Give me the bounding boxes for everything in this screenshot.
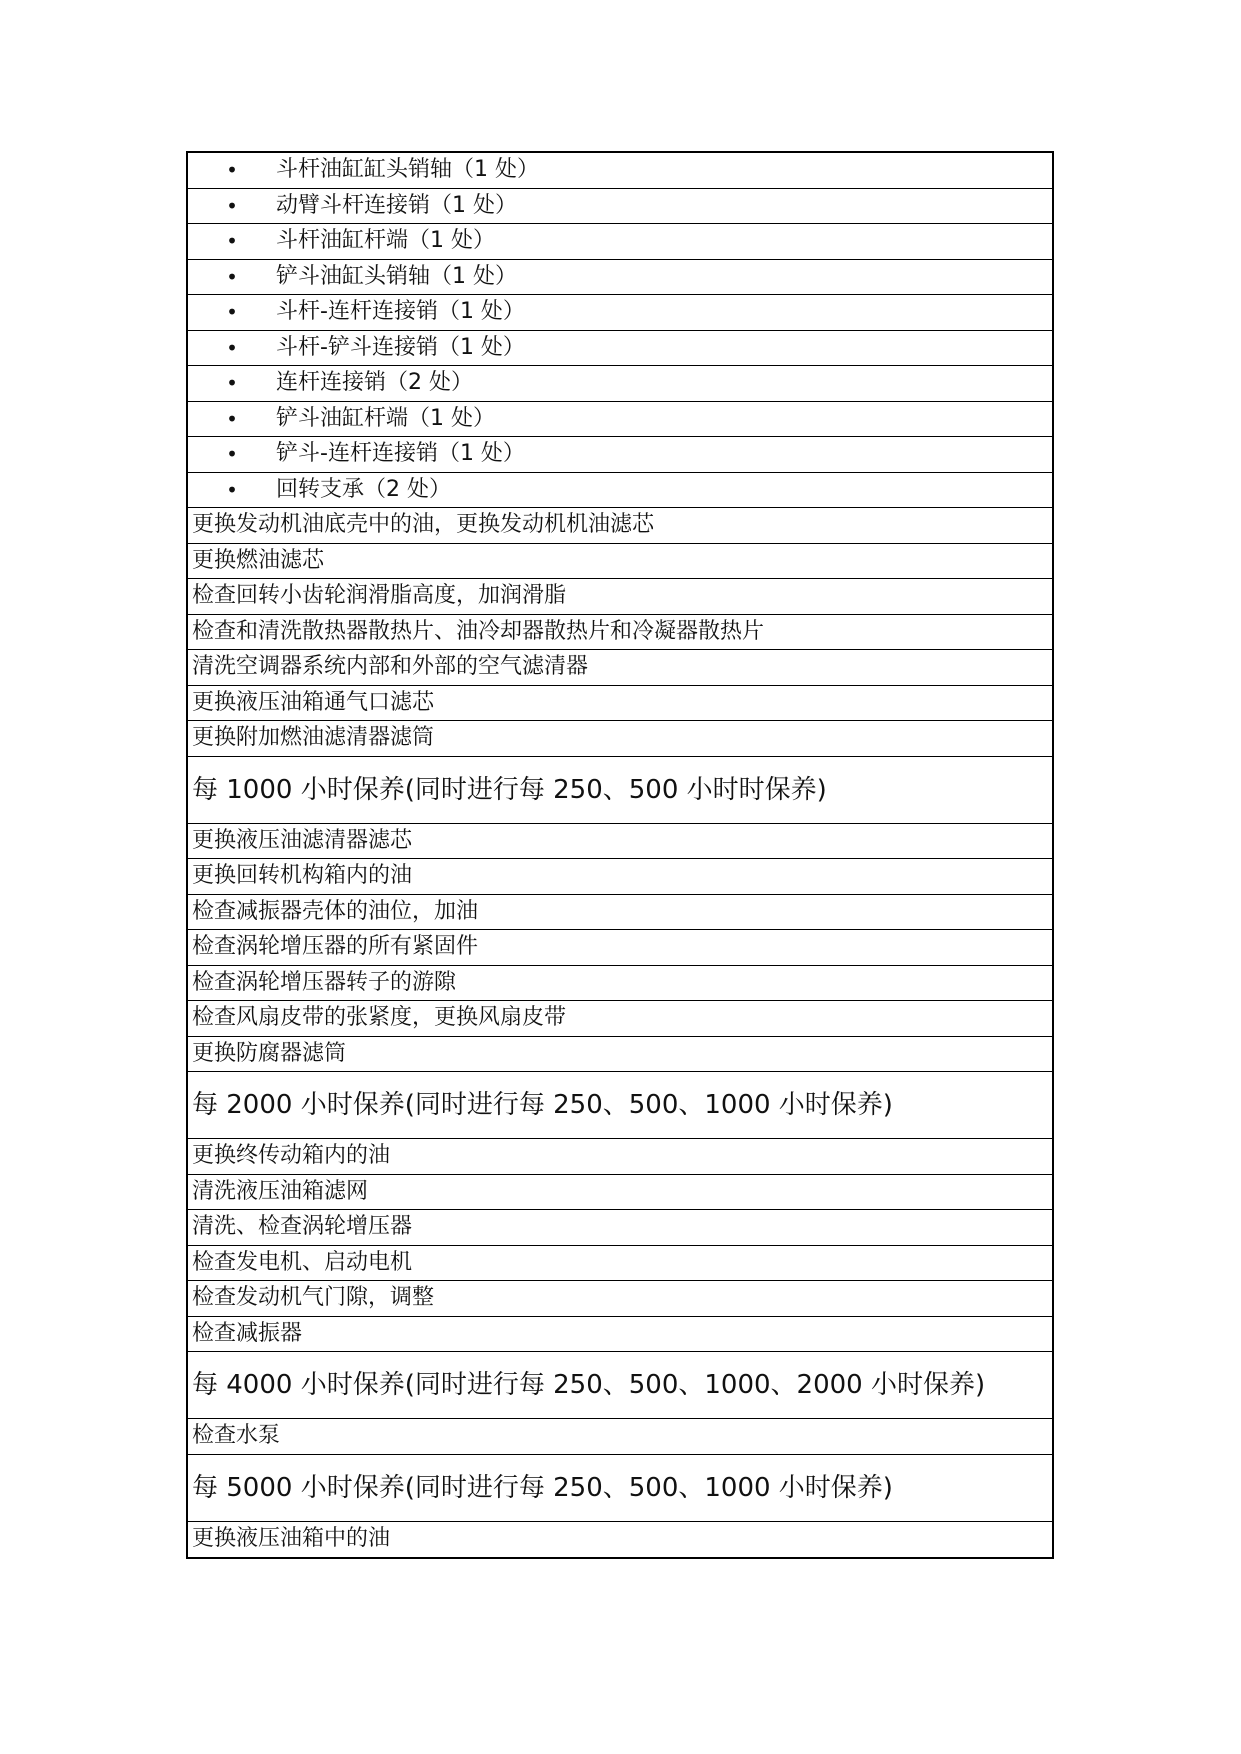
task-row [188, 824, 1052, 860]
maintenance-table [186, 151, 1054, 1559]
bullet-dot: • [226, 229, 238, 254]
bullet-text: 回转支承（2 处） [276, 476, 451, 502]
bullet-dot: • [226, 300, 238, 325]
task-row [188, 1001, 1052, 1037]
task-text: 检查和清洗散热器散热片、油冷却器散热片和冷凝器散热片 [192, 618, 765, 644]
task-row [188, 966, 1052, 1002]
task-row [188, 1210, 1052, 1246]
bullet-row [188, 402, 1052, 438]
bullet-dot: • [226, 406, 238, 431]
task-text: 更换液压油滤清器滤芯 [192, 827, 413, 853]
task-text: 更换液压油箱通气口滤芯 [192, 689, 435, 715]
bullet-row [188, 260, 1052, 296]
bullet-text: 斗杆-铲斗连接销（1 处） [276, 334, 525, 360]
task-text: 更换发动机油底壳中的油，更换发动机机油滤芯 [192, 512, 655, 538]
bullet-text: 铲斗油缸头销轴（1 处） [276, 263, 517, 289]
section-header-text: 每 5000 小时保养(同时进行每 250、500、1000 小时保养) [192, 1472, 893, 1503]
task-row [188, 930, 1052, 966]
task-text: 更换防腐器滤筒 [192, 1040, 347, 1066]
bullet-row [188, 189, 1052, 225]
task-row [188, 1281, 1052, 1317]
task-row [188, 1037, 1052, 1073]
bullet-dot: • [226, 477, 238, 502]
task-row [188, 579, 1052, 615]
bullet-text: 铲斗-连杆连接销（1 处） [276, 441, 525, 467]
task-text: 检查发电机、启动电机 [192, 1249, 413, 1275]
bullet-row [188, 224, 1052, 260]
task-row [188, 686, 1052, 722]
section-header-row [188, 757, 1052, 824]
bullet-dot: • [226, 158, 238, 183]
task-text: 清洗液压油箱滤网 [192, 1178, 369, 1204]
task-row [188, 1175, 1052, 1211]
task-text: 更换燃油滤芯 [192, 547, 325, 573]
bullet-row [188, 437, 1052, 473]
task-row [188, 508, 1052, 544]
task-text: 清洗空调器系统内部和外部的空气滤清器 [192, 654, 589, 680]
task-row [188, 1317, 1052, 1353]
task-row [188, 1419, 1052, 1455]
section-header-text: 每 4000 小时保养(同时进行每 250、500、1000、2000 小时保养) [192, 1370, 986, 1400]
task-text: 清洗、检查涡轮增压器 [192, 1214, 413, 1240]
task-text: 检查减振器 [192, 1320, 303, 1346]
bullet-dot: • [226, 193, 238, 218]
bullet-row [188, 473, 1052, 509]
bullet-dot: • [226, 264, 238, 289]
section-header-row [188, 1455, 1052, 1522]
task-text: 检查发动机气门隙，调整 [192, 1285, 435, 1311]
task-row [188, 1139, 1052, 1175]
task-text: 更换液压油箱中的油 [192, 1526, 391, 1552]
task-row [188, 544, 1052, 580]
section-header-row [188, 1072, 1052, 1139]
task-row [188, 895, 1052, 931]
bullet-text: 斗杆油缸缸头销轴（1 处） [276, 157, 539, 183]
bullet-dot: • [226, 335, 238, 360]
section-header-text: 每 1000 小时保养(同时进行每 250、500 小时时保养) [192, 774, 827, 805]
task-text: 检查水泵 [192, 1423, 281, 1449]
bullet-row [188, 153, 1052, 189]
bullet-text: 连杆连接销（2 处） [276, 370, 473, 396]
task-row [188, 1522, 1052, 1558]
bullet-row [188, 366, 1052, 402]
task-text: 检查风扇皮带的张紧度，更换风扇皮带 [192, 1005, 567, 1031]
task-row [188, 615, 1052, 651]
task-row [188, 1246, 1052, 1282]
bullet-text: 动臂斗杆连接销（1 处） [276, 192, 517, 218]
task-text: 更换附加燃油滤清器滤筒 [192, 725, 435, 751]
bullet-row [188, 295, 1052, 331]
task-row [188, 859, 1052, 895]
task-row [188, 721, 1052, 757]
task-text: 检查涡轮增压器的所有紧固件 [192, 934, 479, 960]
section-header-text: 每 2000 小时保养(同时进行每 250、500、1000 小时保养) [192, 1090, 893, 1120]
task-text: 更换回转机构箱内的油 [192, 863, 413, 889]
bullet-text: 斗杆-连杆连接销（1 处） [276, 299, 525, 325]
bullet-row [188, 331, 1052, 367]
task-text: 检查减振器壳体的油位，加油 [192, 898, 479, 924]
task-text: 更换终传动箱内的油 [192, 1143, 391, 1169]
bullet-dot: • [226, 442, 238, 467]
task-text: 检查回转小齿轮润滑脂高度，加润滑脂 [192, 583, 567, 609]
bullet-dot: • [226, 371, 238, 396]
task-text: 检查涡轮增压器转子的游隙 [192, 969, 457, 995]
bullet-text: 斗杆油缸杆端（1 处） [276, 228, 495, 254]
bullet-text: 铲斗油缸杆端（1 处） [276, 405, 495, 431]
section-header-row [188, 1352, 1052, 1419]
task-row [188, 650, 1052, 686]
